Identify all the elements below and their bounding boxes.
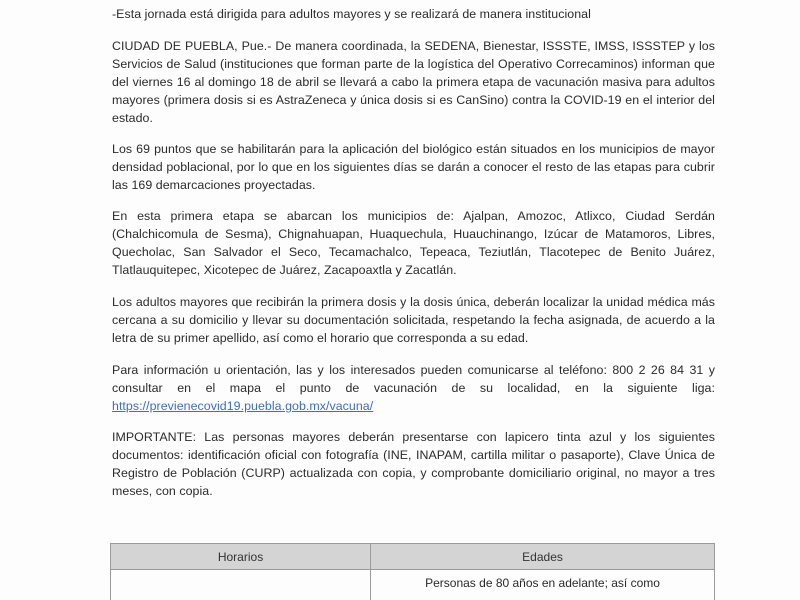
contact-text: Para información u orientación, las y los interesados pueden comunicarse al teléfono: 800 2 26 84 31 y consultar en el mapa el punto de vacunación de su localidad, en la siguiente liga: xyxy=(112,363,715,395)
header-edades: Edades xyxy=(371,544,715,570)
header-horarios: Horarios xyxy=(111,544,371,570)
schedule-table xyxy=(110,543,715,600)
cell-horario xyxy=(111,570,371,600)
vaccination-map-link[interactable]: https://previenecovid19.puebla.gob.mx/vacuna/ xyxy=(112,399,374,413)
paragraph-municipalities: En esta primera etapa se abarcan los municipios de: Ajalpan, Amozoc, Atlixco, Ciudad Serdán (Chalchicomula de Sesma), Chignahuapan, Huaquechula, Huauchinango, Izúcar de Matamoros, Libres, Quecholac, San Salvador el Seco, Tecamachalco, Tepeaca, Teziutlán, Tlacotepec de Benito Juárez, Tlatlauquitepec, Xicotepec de Juárez, Zacapoaxtla y Zacatlán. xyxy=(112,209,715,277)
table-row xyxy=(111,570,715,600)
table-header-row xyxy=(111,544,715,570)
paragraph-contact xyxy=(112,361,715,415)
paragraph-important: IMPORTANTE: Las personas mayores deberán presentarse con lapicero tinta azul y los siguientes documentos: identificación oficial con fotografía (INE, INAPAM, cartilla militar o pasaporte), Clave Única de Registro de Población (CURP) actualizada con copia, y comprobante domiciliario original, no mayor a tres meses, con copia. xyxy=(112,430,715,498)
paragraph-intro: CIUDAD DE PUEBLA, Pue.- De manera coordinada, la SEDENA, Bienestar, ISSSTE, IMSS, ISSSTEP y los Servicios de Salud (instituciones que forman parte de la logística del Operativo Correcaminos) informan que del viernes 16 al domingo 18 de abril se llevará a cabo la primera etapa de vacunación masiva para adultos mayores (primera dosis si es AstraZeneca y única dosis si es CanSino) contra la COVID-19 en el interior del estado. xyxy=(112,39,715,125)
paragraph-requirements: Los adultos mayores que recibirán la primera dosis y la dosis única, deberán localizar la unidad médica más cercana a su domicilio y llevar su documentación solicitada, respetando la fecha asignada, de acuerdo a la letra de su primer apellido, así como el horario que corresponda a su edad. xyxy=(112,295,715,345)
cell-edades: Personas de 80 años en adelante; así como xyxy=(371,570,715,600)
paragraph-vaccination-points: Los 69 puntos que se habilitarán para la aplicación del biológico están situados en los municipios de mayor densidad poblacional, por lo que en los siguientes días se darán a conocer el resto de las etapas para cubrir las 169 demarcaciones proyectadas. xyxy=(112,142,715,192)
document-subtitle: -Esta jornada está dirigida para adultos mayores y se realizará de manera institucional xyxy=(112,7,591,21)
